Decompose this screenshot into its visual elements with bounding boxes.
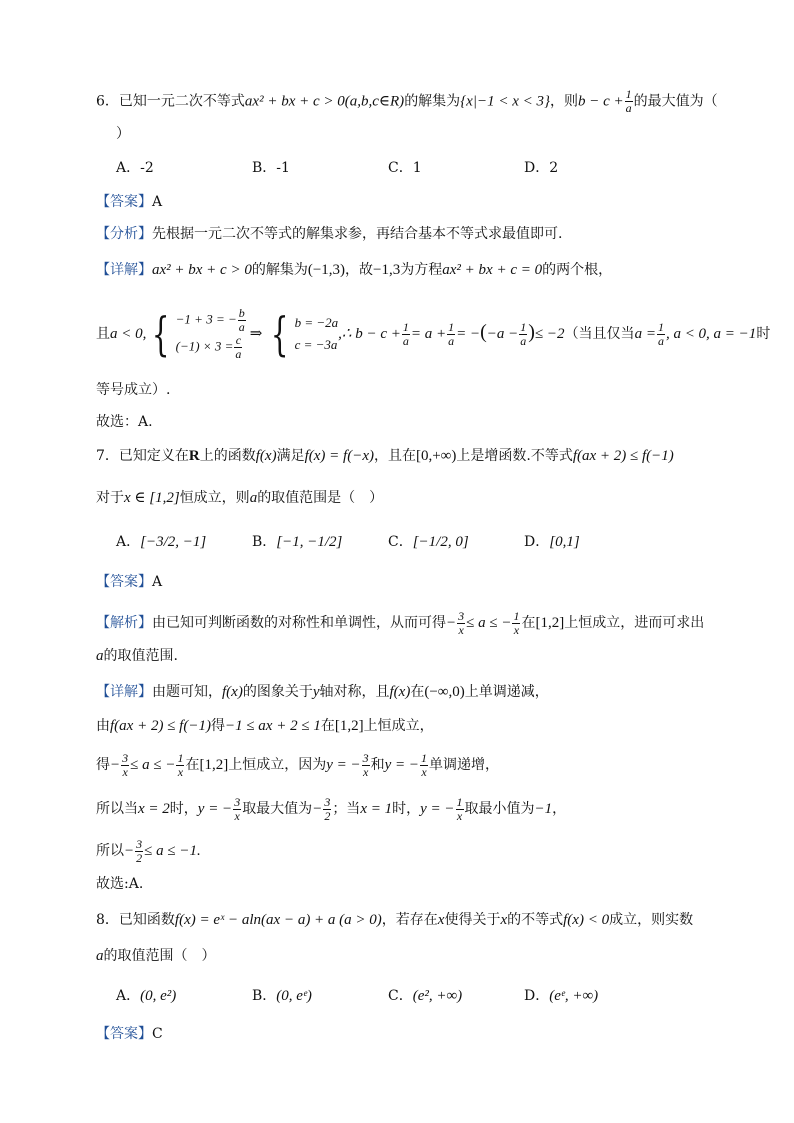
q7-analysis-e: [1,2]	[535, 615, 565, 631]
q6-frac-c	[519, 321, 527, 348]
q7-d3-frac1	[121, 752, 129, 779]
q7-d3-frac3-n: 3	[362, 750, 369, 765]
q6-eq-a: = a +	[410, 326, 447, 342]
q8-opt-d-label: D．	[524, 988, 550, 1004]
q7-d3-frac4	[420, 752, 428, 779]
q6-sys1-frac2-d: a	[235, 347, 242, 361]
q6-sys1-frac2	[234, 334, 242, 361]
q7-opt-a-label: A．	[116, 534, 141, 550]
q7-d2f: [1,2]	[334, 718, 364, 734]
q8-opt-a-label: A．	[116, 988, 141, 1004]
q6-detail-text-1: 的解集为	[251, 262, 308, 278]
q6-frac-d	[657, 321, 665, 348]
q7-an-frac2-n: 1	[513, 608, 520, 623]
q7-d2b: f(ax + 2) ≤ f(−1)	[110, 718, 211, 734]
q7-d1b: f(x)	[222, 684, 243, 700]
q7-d4e: 取最大值为	[242, 801, 313, 817]
q6-stem-text-c: ，则	[550, 93, 578, 110]
q7-inequality: f(ax + 2) ≤ f(−1)	[572, 448, 674, 464]
q6-detail-text-3: 为方程	[400, 262, 443, 278]
q7-d3-frac3	[362, 752, 370, 779]
q7-d4a: 所以当	[96, 801, 138, 817]
q7-options	[116, 532, 704, 552]
q7-opt-d-value: [0,1]	[549, 534, 580, 550]
q7-d1f: f(x)	[389, 684, 411, 700]
q7-d4-frac3-n: 1	[456, 794, 463, 809]
q7-stem-f: 对于	[96, 490, 124, 506]
q7-opt-c-value: [−1/2, 0]	[412, 534, 469, 550]
q7-d1g: 在	[410, 684, 425, 700]
q6-frac-c-n: 1	[520, 319, 527, 334]
q7-d3j: 单调递增，	[429, 757, 500, 773]
q7-d5-frac-d: 2	[136, 850, 143, 865]
q7-option-a	[116, 532, 252, 552]
q8-opt-d-value: (eᵉ, +∞)	[549, 988, 599, 1004]
q7-d4-frac2	[323, 796, 331, 823]
q7-d3-frac1-n: 3	[122, 750, 129, 765]
q6-paren-r: )	[528, 321, 535, 343]
q7-d3-frac3-d: x	[362, 764, 369, 779]
q6-sys1-frac1-n: b	[238, 306, 245, 320]
q6-answer	[96, 192, 704, 212]
q6-analysis	[96, 224, 704, 244]
q7-d4c: 时，	[169, 801, 198, 817]
q7-d4l: −1	[534, 801, 553, 817]
q7-domain: x ∈ [1,2]	[124, 490, 180, 506]
q7-d1c: 的图象关于	[242, 684, 313, 700]
q7-param-a: a	[249, 490, 258, 506]
q6-sys1-frac2-n: c	[235, 333, 242, 347]
q7-d4h: x = 1	[360, 801, 393, 817]
q6-note-d: 时	[756, 326, 771, 342]
q7-analysis-h: 的取值范围.	[103, 648, 178, 664]
q7-opt-d-label: D．	[524, 534, 550, 550]
q7-d4-frac2-n: 3	[324, 794, 331, 809]
q6-frac-d-n: 1	[657, 319, 664, 334]
q7-d5a: 所以	[96, 843, 124, 859]
analysis-tag: 【分析】	[96, 226, 152, 242]
q7-detail-line1	[96, 682, 704, 702]
q6-detail-interval: (−1,3)	[307, 262, 346, 278]
q8-opt-c-label: C．	[388, 988, 413, 1004]
q7-d5-frac	[135, 838, 143, 865]
q6-answer-value: A	[152, 194, 163, 210]
q6-frac-c-d: a	[520, 333, 527, 348]
q6-frac-num: 1	[625, 87, 632, 101]
q6-detail-roots: −1,3	[373, 262, 401, 278]
q7-option-b	[252, 532, 388, 552]
q7-detail-tag: 【详解】	[96, 684, 152, 700]
system-brace-1: {	[152, 307, 170, 361]
q7-real-set: R	[188, 448, 200, 464]
q7-answer-tag: 【答案】	[96, 574, 152, 590]
q7-stem-a: 7．已知定义在	[96, 448, 189, 464]
q6-system-1-row2	[176, 334, 247, 361]
q6-inequality: ax² + bx + c > 0	[244, 93, 345, 110]
q8-stem-d: 的不等式	[507, 912, 564, 928]
q8-function: f(x) = eˣ − aln(ax − a) + a (a > 0)	[174, 912, 382, 928]
q6-expression: b − c +	[578, 93, 624, 110]
q7-d4g: ；当	[332, 801, 361, 817]
q6-system-1-row1	[176, 307, 247, 334]
q7-d4-frac3-d: x	[456, 808, 463, 823]
q6-frac-d-d: a	[657, 333, 664, 348]
q6-detail-text-5: 且	[96, 326, 110, 342]
q7-stem-b: 上的函数	[199, 448, 256, 464]
q7-d3-frac2-d: x	[177, 764, 184, 779]
q8-stem-e: 成立，则实数	[609, 912, 694, 928]
q7-detail-line4	[96, 794, 704, 824]
q7-d4m: ，	[552, 801, 567, 817]
q6-frac-a	[402, 321, 410, 348]
q7-d4-frac1-d: x	[234, 808, 240, 823]
q6-detail-text-6: 等号成立）.	[96, 382, 171, 398]
q7-d4-frac1	[233, 796, 241, 823]
q7-d1i: 上单调递减，	[464, 684, 549, 700]
q7-interval: [0,+∞)	[415, 448, 457, 464]
q8-options	[116, 986, 704, 1006]
q6-note-a: （当且仅当	[564, 326, 635, 342]
q7-d3a: 得	[96, 757, 110, 773]
q7-d4-frac2-d: 2	[324, 808, 331, 823]
q8-option-a	[116, 986, 252, 1006]
q8-x1: x	[437, 912, 445, 928]
q6-sys1-l1: −1 + 3 = −	[175, 311, 237, 327]
q8-opt-c-value: (e², +∞)	[412, 988, 463, 1004]
q6-option-a: A．-2	[116, 160, 154, 176]
q6-detail-line1	[96, 260, 704, 280]
q6-option-c: C．1	[388, 160, 422, 176]
q7-d4d: y = −	[197, 801, 233, 817]
q7-option-d	[524, 532, 660, 552]
q6-paren-close: ）	[116, 126, 130, 142]
q7-d3-frac4-n: 1	[421, 750, 428, 765]
q6-detail-a-neg: a < 0,	[110, 326, 147, 342]
q6-sys2-l2: c = −3a	[294, 337, 338, 352]
q6-stem-line1	[96, 87, 718, 115]
q6-analysis-text: 先根据一元二次不等式的解集求参，再结合基本不等式求最值即可.	[152, 226, 563, 242]
q8-answer-value: C	[152, 1026, 163, 1042]
q6-stem-text-d: 的最大值为（	[633, 93, 718, 110]
q7-d3d: 在	[185, 757, 200, 773]
q7-detail-line2	[96, 716, 704, 736]
q7-stem-e: 上是增函数.不等式	[456, 448, 573, 464]
q8-stem-c: 使得关于	[444, 912, 501, 928]
q6-frac-b	[447, 321, 455, 348]
system-brace-2: {	[271, 307, 289, 361]
q7-d3g: y = −	[326, 757, 361, 773]
q7-fx: f(x)	[255, 448, 277, 464]
q6-detail-line2	[96, 302, 771, 362]
q7-d3h: 和	[370, 757, 385, 773]
q7-analysis-a: 由已知可判断函数的对称性和单调性，从而可得	[152, 615, 446, 631]
q7-stem-line1	[96, 446, 704, 466]
q6-eq-d: ≤ −2	[534, 326, 565, 342]
q7-analysis-g: a	[96, 648, 104, 664]
q8-x2: x	[500, 912, 508, 928]
q8-stem-line1	[96, 910, 704, 930]
answer-tag: 【答案】	[96, 194, 152, 210]
q8-answer	[96, 1024, 704, 1044]
q7-d5-frac-n: 3	[136, 836, 143, 851]
q6-frac-a-d: a	[402, 333, 409, 348]
q6-solution-set: {x|−1 < x < 3}	[460, 93, 550, 110]
q8-opt-b-label: B．	[252, 988, 277, 1004]
implies-arrow: ⇒	[249, 326, 263, 342]
q7-opt-b-value: [−1, −1/2]	[276, 534, 343, 550]
q7-d1h: (−∞,0)	[424, 684, 465, 700]
q7-d4k: 取最小值为	[464, 801, 535, 817]
q7-analysis-f: 上恒成立，进而可求出	[564, 615, 705, 631]
q7-analysis-c: ≤ a ≤ −	[466, 615, 512, 631]
q6-detail-text-4: 的两个根，	[542, 262, 613, 278]
q7-d3-frac2-n: 1	[177, 750, 184, 765]
q8-stem-f: 的取值范围（ ）	[103, 948, 216, 964]
q7-an-frac1-n: 3	[458, 608, 465, 623]
q7-d4-frac3	[456, 796, 464, 823]
q6-detail-text-2: ，故	[345, 262, 374, 278]
q6-eq-c: −a −	[486, 326, 519, 342]
q7-d2d: −1 ≤ ax + 2 ≤ 1	[224, 718, 321, 734]
q8-stem-b: ，若存在	[381, 912, 438, 928]
q7-symmetry: f(x) = f(−x)	[304, 448, 374, 464]
detail-tag: 【详解】	[96, 262, 152, 278]
q7-d3c: ≤ a ≤ −	[130, 757, 176, 773]
q7-an-frac1	[457, 610, 465, 637]
q7-stem-c: 满足	[276, 448, 305, 464]
q6-therefore: ,∴ b − c +	[338, 326, 401, 342]
q7-d1a: 由题可知，	[152, 684, 222, 700]
q6-options	[116, 158, 704, 178]
q8-opt-a-value: (0, e²)	[140, 988, 177, 1004]
q7-an-frac2	[512, 610, 520, 637]
q7-d3-frac1-d: x	[122, 764, 128, 779]
q6-sys1-l2: (−1) × 3 =	[175, 338, 234, 354]
q7-analysis-d: 在	[521, 615, 536, 631]
q7-stem-line2	[96, 488, 704, 508]
q6-option-d: D．2	[524, 160, 559, 176]
q6-stem-text: 6．已知一元二次不等式	[96, 93, 245, 110]
q6-option-b: B．-1	[252, 160, 290, 176]
q7-d3i: y = −	[384, 757, 420, 773]
q7-d1d: y	[312, 684, 320, 700]
q7-an-frac2-d: x	[513, 622, 520, 637]
q8-param-a: a	[96, 948, 104, 964]
q7-d3f: 上恒成立，因为	[228, 757, 327, 773]
q7-d2a: 由	[96, 718, 110, 734]
q7-answer-value: A	[152, 574, 163, 590]
q6-condition: (a,b,c∈R)	[344, 93, 405, 110]
q7-an-frac1-d: x	[458, 622, 464, 637]
q7-d4f: −	[312, 801, 323, 817]
q6-detail-line3	[96, 380, 704, 400]
q6-stem-line2	[116, 124, 704, 144]
q8-option-d	[524, 986, 660, 1006]
q8-opt-b-value: (0, eᵉ)	[276, 988, 312, 1004]
q7-d3-frac4-d: x	[421, 764, 427, 779]
q6-frac-den: a	[625, 101, 632, 115]
q8-stem-a: 8．已知函数	[96, 912, 175, 928]
q8-inequality: f(x) < 0	[563, 912, 610, 928]
q7-d3e: [1,2]	[199, 757, 229, 773]
q6-detail-equation: ax² + bx + c = 0	[442, 262, 543, 278]
q7-option-c	[388, 532, 524, 552]
q6-frac-b-d: a	[448, 333, 455, 348]
q7-stem-h: 的取值范围是（ ）	[257, 490, 384, 506]
q7-choose-text: 故选:A.	[96, 876, 144, 892]
q7-detail-line3	[96, 750, 704, 780]
q6-frac-a-n: 1	[402, 319, 409, 334]
q6-system-2	[295, 312, 339, 356]
q7-d4j: y = −	[420, 801, 455, 817]
q7-d1e: 轴对称，且	[319, 684, 390, 700]
q7-answer	[96, 572, 704, 592]
q7-analysis-tag: 【解析】	[96, 615, 152, 631]
q8-stem-line2	[96, 946, 704, 966]
q7-analysis-line1	[96, 608, 704, 638]
q7-d2g: 上恒成立，	[363, 718, 434, 734]
q6-choose	[96, 412, 704, 432]
q7-d5b: −	[124, 843, 135, 859]
q6-sys2-l1: b = −2a	[294, 315, 339, 330]
q6-paren-l: (	[480, 321, 487, 343]
q7-d2e: 在	[320, 718, 335, 734]
q7-choose	[96, 874, 704, 894]
q7-opt-b-label: B．	[252, 534, 277, 550]
q6-note-c: , a < 0, a = −1	[665, 326, 757, 342]
q7-d4i: 时，	[392, 801, 421, 817]
q6-eq-b: = −	[456, 326, 481, 342]
q6-frac-b-n: 1	[448, 319, 455, 334]
q7-d5c: ≤ a ≤ −1.	[144, 843, 201, 859]
q7-detail-line5	[96, 836, 704, 866]
q6-note-b: a =	[634, 326, 656, 342]
q6-stem-text-b: 的解集为	[404, 93, 461, 110]
q7-opt-a-value: [−3/2, −1]	[140, 534, 207, 550]
q7-d4b: x = 2	[138, 801, 170, 817]
q7-opt-c-label: C．	[388, 534, 413, 550]
q6-system-1	[176, 307, 247, 361]
q6-detail-expr-1: ax² + bx + c > 0	[152, 262, 252, 278]
q7-d3b: −	[110, 757, 121, 773]
q7-stem-d: ，且在	[373, 448, 416, 464]
q8-option-c	[388, 986, 524, 1006]
q8-option-b	[252, 986, 388, 1006]
q7-d3-frac2	[176, 752, 184, 779]
q6-fraction	[625, 88, 633, 115]
q6-sys1-frac1-d: a	[238, 320, 245, 334]
q8-answer-tag: 【答案】	[96, 1026, 152, 1042]
q7-d2c: 得	[210, 718, 225, 734]
q6-choose-text: 故选：A.	[96, 414, 153, 430]
q7-analysis-b: −	[446, 615, 457, 631]
q7-stem-g: 恒成立，则	[179, 490, 250, 506]
q7-d4-frac1-n: 3	[234, 794, 241, 809]
q6-sys1-frac1	[238, 307, 246, 334]
q7-analysis-line2	[96, 646, 704, 666]
